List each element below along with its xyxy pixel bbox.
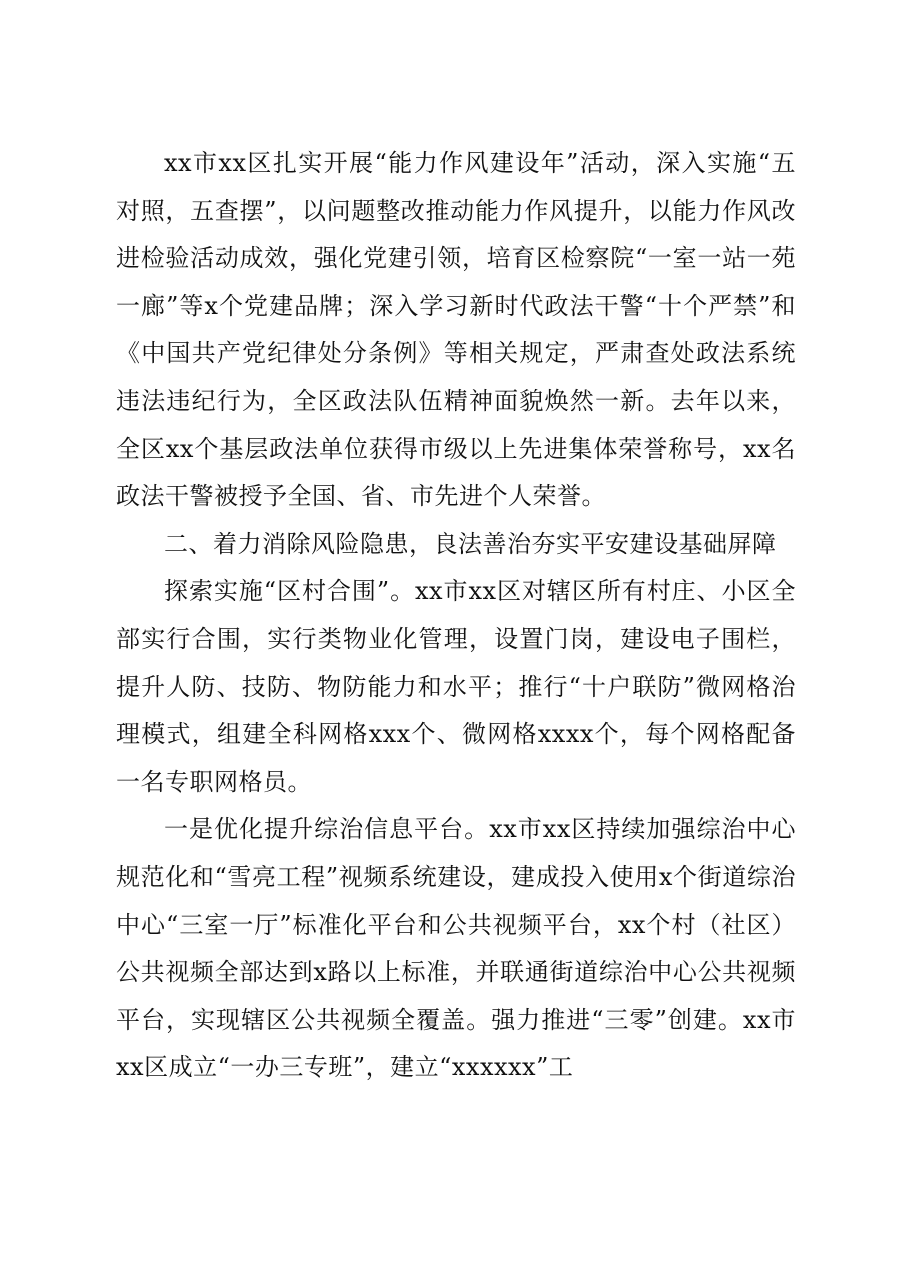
document-body — [116, 140, 796, 1092]
section-heading-risk-elimination: 二、着力消除风险隐患，良法善治夯实平安建设基础屏障 — [164, 529, 777, 558]
paragraph-district-village-enclosure: 探索实施“区村合围”。xx市xx区对辖区所有村庄、小区全部实行合围，实行类物业化管理，设置门岗，建设电子围栏，提升人防、技防、物防能力和水平；推行“十户联防”微网格治理模式，组建全科网格xxx个、微网格xxxx个，每个网格配备一名专职网格员。 — [116, 577, 796, 796]
paragraph-comprehensive-platform: 一是优化提升综治信息平台。xx市xx区持续加强综治中心规范化和“雪亮工程”视频系统建设，建成投入使用x个街道综治中心“三室一厅”标准化平台和公共视频平台，xx个村（社区）公共视频全部达到x路以上标准，并联通街道综治中心公共视频平台，实现辖区公共视频全覆盖。强力推进“三零”创建。xx市xx区成立“一办三专班”，建立“xxxxxx”工 — [116, 815, 796, 1082]
paragraph-capability-style: xx市xx区扎实开展“能力作风建设年”活动，深入实施“五对照，五查摆”，以问题整改推动能力作风提升，以能力作风改进检验活动成效，强化党建引领，培育区检察院“一室一站一苑一廊”等x个党建品牌；深入学习新时代政法干警“十个严禁”和《中国共产党纪律处分条例》等相关规定，严肃查处政法系统违法违纪行为，全区政法队伍精神面貌焕然一新。去年以来，全区xx个基层政法单位获得市级以上先进集体荣誉称号，xx名政法干警被授予全国、省、市先进个人荣誉。 — [116, 149, 796, 511]
